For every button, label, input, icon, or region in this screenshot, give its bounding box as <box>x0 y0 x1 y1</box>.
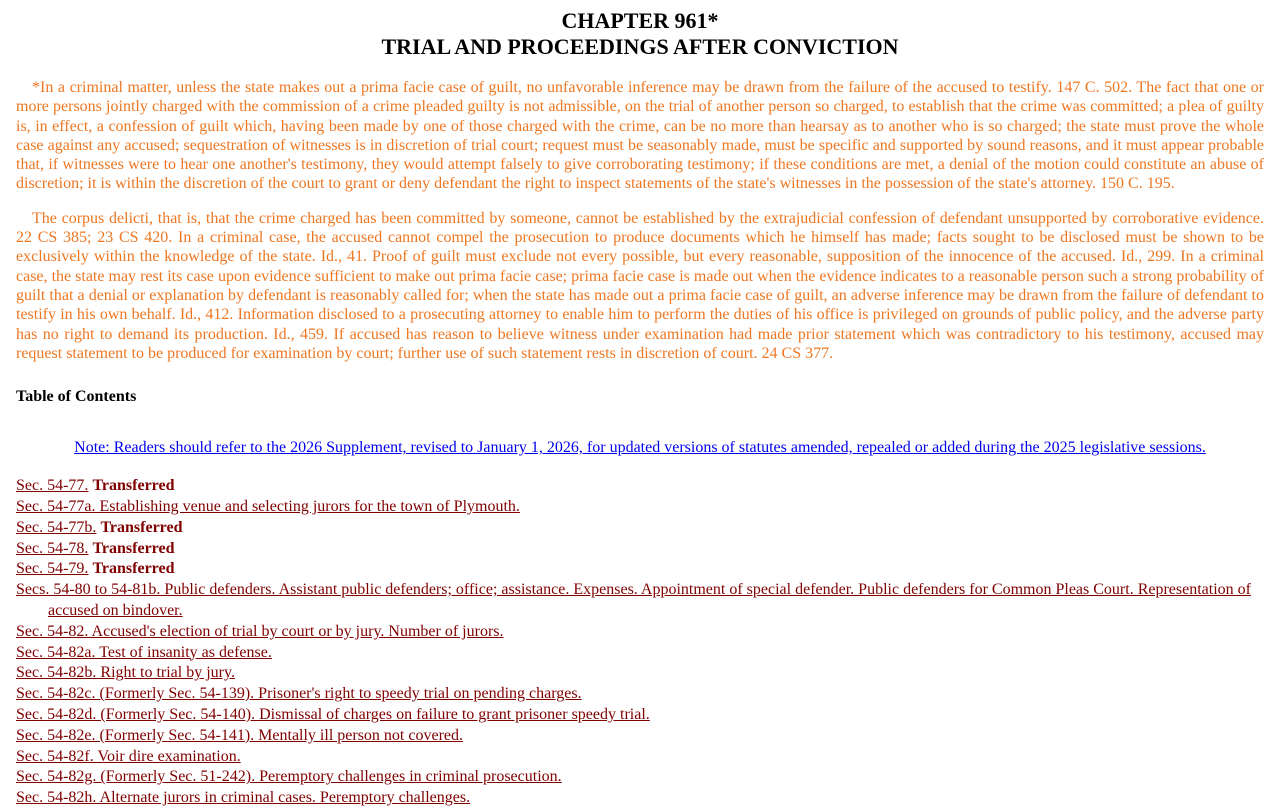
toc-item <box>16 705 1264 726</box>
chapter-title: TRIAL AND PROCEEDINGS AFTER CONVICTION <box>381 34 899 59</box>
toc-item <box>16 580 1264 622</box>
toc-section-link[interactable]: Sec. 54-82c. (Formerly Sec. 54-139). Prisoner's right to speedy trial on pending charges. <box>16 685 582 703</box>
supplement-note-link[interactable]: Note: Readers should refer to the 2026 Supplement, revised to January 1, 2026, for updated versions of statutes amended, repealed or added during the 2025 legislative sessions. <box>74 439 1206 457</box>
toc-section-link[interactable]: Secs. 54-80 to 54-81b. Public defenders. Assistant public defenders; office; assistance. Expenses. Appointment of special defender. Public defenders for Common Pleas Court. Representation of accused on bindover. <box>16 581 1251 619</box>
toc-section-link[interactable]: Sec. 54-82d. (Formerly Sec. 54-140). Dismissal of charges on failure to grant prisoner speedy trial. <box>16 705 650 723</box>
toc-section-link[interactable]: Sec. 54-82h. Alternate jurors in criminal cases. Peremptory challenges. <box>16 789 471 807</box>
toc-section-link[interactable]: Sec. 54-79. <box>16 560 89 578</box>
toc-section-status: Transferred <box>100 518 183 536</box>
toc-item <box>16 684 1264 705</box>
toc-item <box>16 497 1264 518</box>
toc-section-link[interactable]: Sec. 54-82f. Voir dire examination. <box>16 747 241 765</box>
toc-item <box>16 539 1264 560</box>
toc-item <box>16 747 1264 768</box>
chapter-annotation-2: The corpus delicti, that is, that the crime charged has been committed by someone, cannot be established by the extrajudicial confession of defendant unsupported by corroborative evidence. 22 CS 385; 23 CS 420. In a criminal case, the accused cannot compel the prosecution to produce documents which he himself has made; facts sought to be disclosed must be shown to be exclusively within the knowledge of the state. Id., 41. Proof of guilt must exclude not every possible, but every reasonable, supposition of the innocence of the accused. Id., 299. In a criminal case, the state may rest its case upon evidence sufficient to make out prima facie case; prima facie case is made out when the evidence indicates to a reasonable person such a strong probability of guilt that a denial or explanation by defendant is reasonably called for; when the state has made out a prima facie case of guilt, an adverse inference may be drawn from the failure of defendant to testify in his own behalf. Id., 412. Information disclosed to a prosecuting attorney to enable him to perform the duties of his office is privileged on grounds of public policy, and the adverse party has no right to demand its production. Id., 459. If accused has reason to believe witness under examination had made prior statement which was contradictory to his testimony, accused may request statement to be produced for examination by court; further use of such statement rests in discretion of court. 24 CS 377. <box>16 209 1264 362</box>
toc-item <box>16 622 1264 643</box>
toc-section-status: Transferred <box>92 477 175 495</box>
toc-section-link[interactable]: Sec. 54-82a. Test of insanity as defense. <box>16 643 272 661</box>
document-page <box>16 0 1264 809</box>
toc-list <box>16 476 1264 809</box>
toc-section-status: Transferred <box>92 539 175 557</box>
toc-item <box>16 559 1264 580</box>
toc-section-link[interactable]: Sec. 54-82. Accused's election of trial by court or by jury. Number of jurors. <box>16 622 504 640</box>
toc-section-link[interactable]: Sec. 54-77. <box>16 477 89 495</box>
chapter-annotation-1: *In a criminal matter, unless the state makes out a prima facie case of guilt, no unfavorable inference may be drawn from the failure of the accused to testify. 147 C. 502. The fact that one or more persons jointly charged with the commission of a crime pleaded guilty is not admissible, on the trial of another person so charged, to establish that the crime was committed; a plea of guilty is, in effect, a confession of guilt which, having been made by one of those charged with the crime, can be no more than hearsay as to another who is so charged; the state must prove the whole case against any accused; sequestration of witnesses is in discretion of trial court; request must be seasonably made, must be specific and supported by sound reasons, and it must appear probable that, if witnesses were to hear one another's testimony, they would attempt falsely to give corroborating testimony; if these conditions are met, a denial of the motion could constitute an abuse of discretion; it is within the discretion of the court to grant or deny defendant the right to inspect statements of the state's witnesses in the possession of the state's attorney. 150 C. 195. <box>16 79 1264 193</box>
toc-section-link[interactable]: Sec. 54-78. <box>16 539 89 557</box>
toc-section-status: Transferred <box>92 560 175 578</box>
toc-item <box>16 726 1264 747</box>
toc-section-link[interactable]: Sec. 54-77b. <box>16 518 97 536</box>
toc-item <box>16 767 1264 788</box>
toc-section-link[interactable]: Sec. 54-82e. (Formerly Sec. 54-141). Mentally ill person not covered. <box>16 726 463 744</box>
toc-section-link[interactable]: Sec. 54-82b. Right to trial by jury. <box>16 664 235 682</box>
toc-item <box>16 518 1264 539</box>
toc-item <box>16 663 1264 684</box>
toc-item <box>16 476 1264 497</box>
chapter-number: CHAPTER 961* <box>561 8 719 33</box>
toc-section-link[interactable]: Sec. 54-77a. Establishing venue and selecting jurors for the town of Plymouth. <box>16 497 520 515</box>
toc-item <box>16 643 1264 664</box>
toc-section-link[interactable]: Sec. 54-82g. (Formerly Sec. 51-242). Peremptory challenges in criminal prosecution. <box>16 768 562 786</box>
toc-item <box>16 788 1264 809</box>
toc-heading: Table of Contents <box>16 388 137 406</box>
